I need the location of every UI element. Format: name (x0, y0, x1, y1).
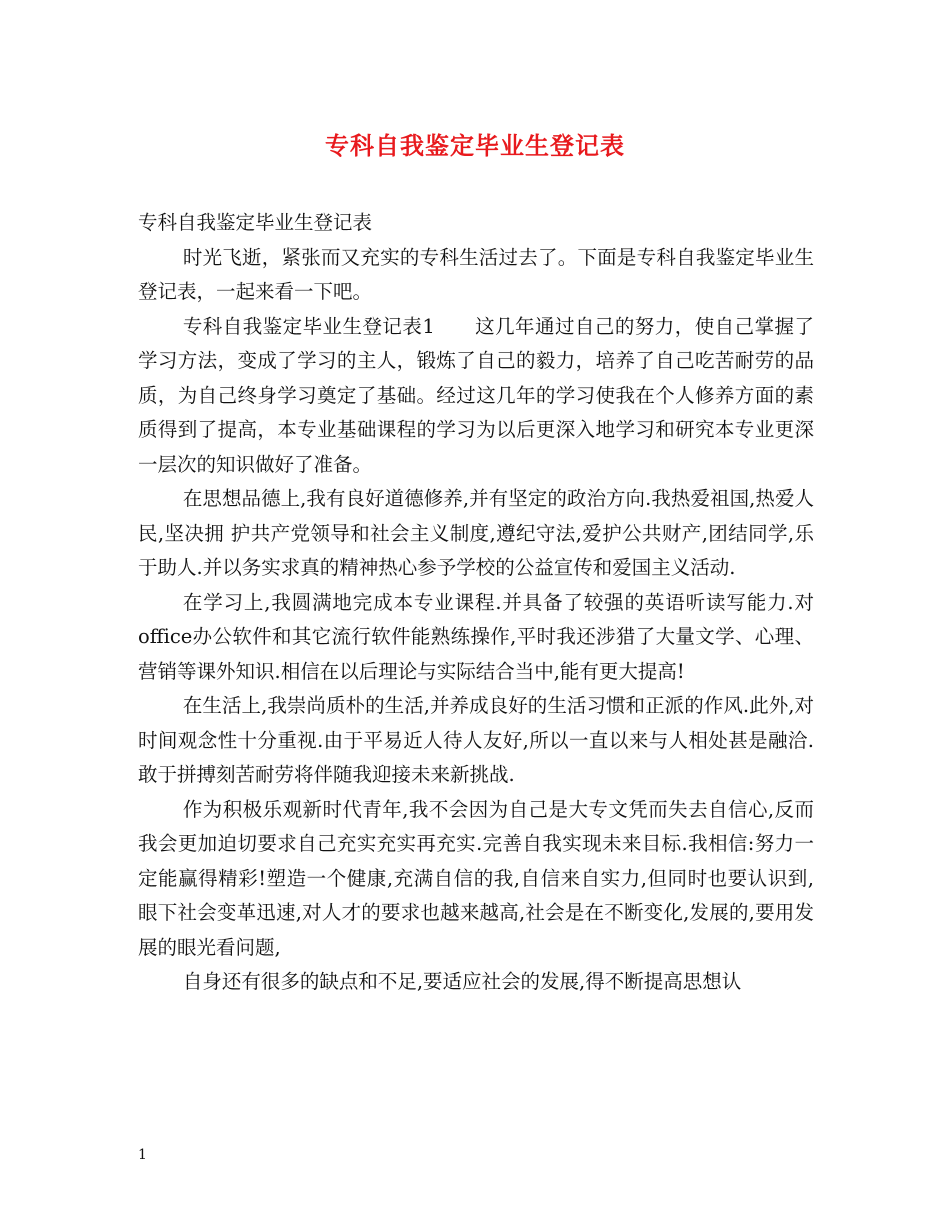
page-number: 1 (138, 1147, 147, 1163)
paragraph-section-1: 专科自我鉴定毕业生登记表1 这几年通过自己的努力，使自己掌握了学习方法，变成了学习的主人，锻炼了自己的毅力，培养了自己吃苦耐劳的品质，为自己终身学习奠定了基础。经过这几年的学习使我在个人修养方面的素质得到了提高，本专业基础课程的学习为以后更深入地学习和研究本专业更深一层次的知识做好了准备。 (138, 314, 814, 476)
paragraph-intro: 时光飞逝，紧张而又充实的专科生活过去了。下面是专科自我鉴定毕业生登记表，一起来看一下吧。 (138, 245, 814, 303)
paragraph-morality: 在思想品德上,我有良好道德修养,并有坚定的政治方向.我热爱祖国,热爱人民,坚决拥 护共产党领导和社会主义制度,遵纪守法,爱护公共财产,团结同学,乐于助人.并以务实求真的精神热心参予学校的公益宣传和爱国主义活动. (138, 487, 814, 579)
paragraph-shortcomings: 自身还有很多的缺点和不足,要适应社会的发展,得不断提高思想认 (182, 970, 742, 993)
paragraph-confidence: 作为积极乐观新时代青年,我不会因为自己是大专文凭而失去自信心,反而我会更加迫切要求自己充实充实再充实.完善自我实现未来目标.我相信:努力一定能赢得精彩!塑造一个健康,充满自信的我,自信来自实力,但同时也要认识到,眼下社会变革迅速,对人才的要求也越来越高,社会是在不断变化,发展的,要用发展的眼光看问题, (138, 797, 814, 959)
paragraph-study: 在学习上,我圆满地完成本专业课程.并具备了较强的英语听读写能力.对office办公软件和其它流行软件能熟练操作,平时我还涉猎了大量文学、心理、营销等课外知识.相信在以后理论与实际结合当中,能有更大提高! (138, 590, 814, 683)
paragraph-life: 在生活上,我崇尚质朴的生活,并养成良好的生活习惯和正派的作风.此外,对时间观念性十分重视.由于平易近人待人友好,所以一直以来与人相处甚是融洽.敢于拼搏刻苦耐劳将伴随我迎接未来新挑战. (138, 694, 814, 786)
document-body (138, 206, 814, 1000)
paragraph-subtitle: 专科自我鉴定毕业生登记表 (138, 211, 373, 234)
document-title: 专科自我鉴定毕业生登记表 (325, 131, 625, 160)
